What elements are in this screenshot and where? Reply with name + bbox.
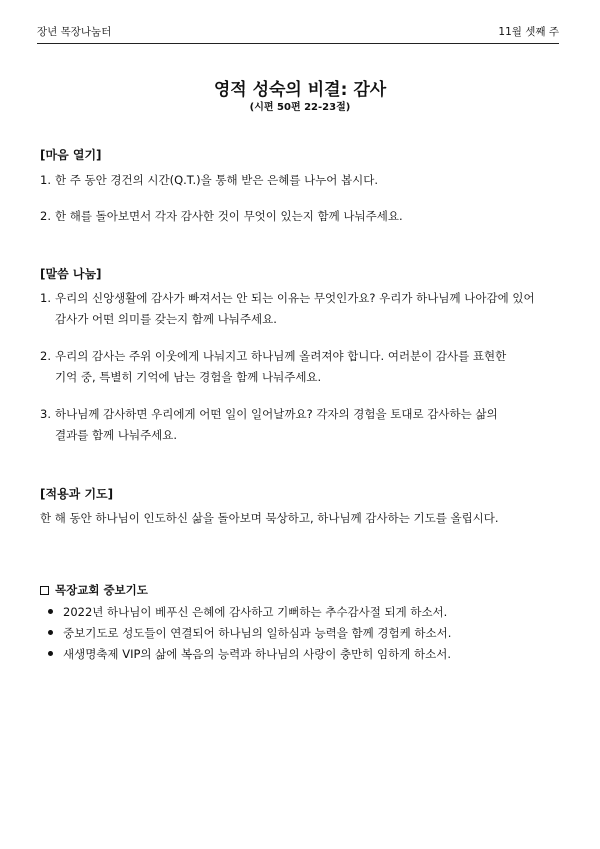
list-item xyxy=(48,644,558,665)
page-title: 영적 성숙의 비결: 감사 xyxy=(213,80,387,100)
list-item-text: 중보기도로 성도들이 연결되어 하나님의 일하심과 능력을 함께 경험케 하소서. xyxy=(63,626,452,640)
section-heading-open: [마음 열기] xyxy=(40,148,102,162)
header-left-label: 장년 목장나눔터 xyxy=(37,26,112,38)
item-text-continued: 감사가 어떤 의미를 갖는지 함께 나눠주세요. xyxy=(55,312,277,326)
page-subtitle: (시편 50편 22-23절) xyxy=(249,102,351,113)
header-right-label: 11월 셋째 주 xyxy=(498,26,559,38)
checkbox-icon xyxy=(40,586,49,595)
item-text-continued: 결과를 함께 나눠주세요. xyxy=(55,428,178,442)
item-number: 2. xyxy=(40,209,51,223)
prayer-heading xyxy=(40,582,148,598)
prayer-heading-label: 목장교회 중보기도 xyxy=(55,583,148,597)
prayer-list xyxy=(48,602,558,665)
word-item-3 xyxy=(40,404,560,446)
item-text: 한 주 동안 경건의 시간(Q.T.)을 통해 받은 은혜를 나누어 봅시다. xyxy=(55,173,379,187)
word-item-2 xyxy=(40,346,560,388)
item-number: 1. xyxy=(40,173,51,187)
item-text-continued: 기억 중, 특별히 기억에 남는 경험을 함께 나눠주세요. xyxy=(55,370,322,384)
bullet-icon xyxy=(48,609,53,614)
item-number: 3. xyxy=(40,407,51,421)
section-heading-word: [말씀 나눔] xyxy=(40,267,102,281)
item-text: 하나님께 감사하면 우리에게 어떤 일이 일어날까요? 각자의 경험을 토대로 감사하는 삶의 xyxy=(55,407,498,421)
word-item-1 xyxy=(40,288,560,330)
list-item xyxy=(48,623,558,644)
list-item-text: 2022년 하나님이 베푸신 은혜에 감사하고 기뻐하는 추수감사절 되게 하소서. xyxy=(63,605,448,619)
apply-text: 한 해 동안 하나님이 인도하신 삶을 돌아보며 묵상하고, 하나님께 감사하는 기도를 올립시다. xyxy=(40,511,499,525)
list-item xyxy=(48,602,558,623)
item-number: 2. xyxy=(40,349,51,363)
bullet-icon xyxy=(48,651,53,656)
open-item-1 xyxy=(40,170,560,191)
open-item-2 xyxy=(40,206,560,227)
page-header xyxy=(37,24,559,44)
item-text: 우리의 신앙생활에 감사가 빠져서는 안 되는 이유는 무엇인가요? 우리가 하나님께 나아감에 있어 xyxy=(55,291,535,305)
section-heading-apply: [적용과 기도] xyxy=(40,487,114,501)
list-item-text: 새생명축제 VIP의 삶에 복음의 능력과 하나님의 사랑이 충만히 임하게 하소서. xyxy=(63,647,452,661)
bullet-icon xyxy=(48,630,53,635)
item-text: 우리의 감사는 주위 이웃에게 나눠지고 하나님께 올려져야 합니다. 여러분이 감사를 표현한 xyxy=(55,349,507,363)
item-text: 한 해를 돌아보면서 각자 감사한 것이 무엇이 있는지 함께 나눠주세요. xyxy=(55,209,403,223)
item-number: 1. xyxy=(40,291,51,305)
